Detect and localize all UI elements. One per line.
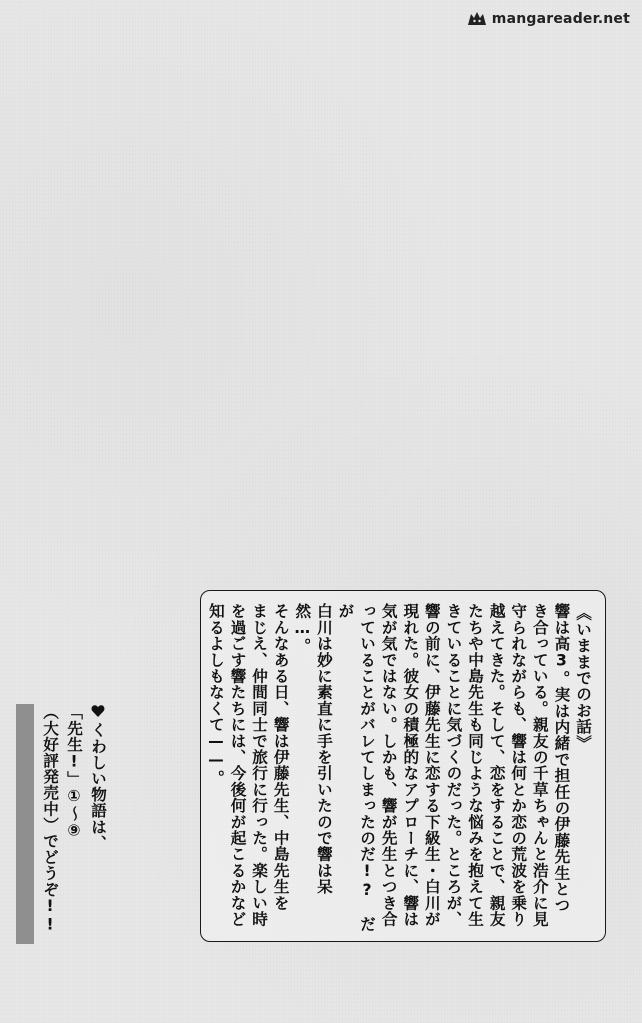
promo-side-band — [16, 704, 34, 944]
story-summary-box — [200, 590, 606, 942]
promo-line-3: （大好評発売中）でどうぞ!! — [41, 704, 59, 935]
summary-line: 響の前に、伊藤先生に恋する下級生・白川が — [422, 603, 441, 927]
summary-line: 響は高3。実は内緒で担任の伊藤先生とつ — [552, 603, 571, 914]
summary-line: まじえ、仲間同士で旅行に行った。楽しい時 — [250, 603, 269, 927]
summary-line: 気が気ではない。しかも、響が先生とつき合 — [379, 603, 398, 927]
summary-line: き合っている。親友の千草ちゃんと浩介に見 — [530, 603, 549, 927]
summary-line: 白川は妙に素直に手を引いたので響は呆然…。 — [293, 603, 333, 895]
wolf-head-logo-icon — [466, 10, 488, 28]
summary-line: そんなある日、響は伊藤先生、中島先生を — [271, 603, 290, 911]
story-summary-text — [204, 603, 593, 933]
heart-icon — [91, 704, 105, 718]
promo-line-2: 「先生!」①～⑨ — [65, 704, 83, 840]
promo-line-1: くわしい物語は、 — [89, 722, 107, 851]
summary-line: 知るよしもなくて——。 — [206, 603, 225, 786]
summary-title: 《いままでのお話》 — [574, 605, 592, 751]
summary-line: きていることに気づくのだった。ところが、 — [444, 603, 463, 927]
summary-line: っていることがバレてしまったのだ!? だが — [336, 603, 377, 932]
promo-line — [86, 704, 110, 964]
watermark — [466, 10, 630, 28]
summary-line: 守られながらも、響は何とか恋の荒波を乗り — [509, 603, 528, 927]
watermark-text: mangareader.net — [491, 11, 630, 27]
summary-line: 現れた。彼女の積極的なアプローチに、響は — [401, 603, 420, 927]
summary-line: を過ごす響たちには、今後何が起こるかなど — [228, 603, 247, 927]
summary-line: たちや中島先生も同じような悩みを抱えて生 — [466, 603, 485, 927]
summary-line: 越えてきた。そして、恋をすることで、親友 — [487, 603, 506, 927]
promo-text — [38, 704, 110, 964]
